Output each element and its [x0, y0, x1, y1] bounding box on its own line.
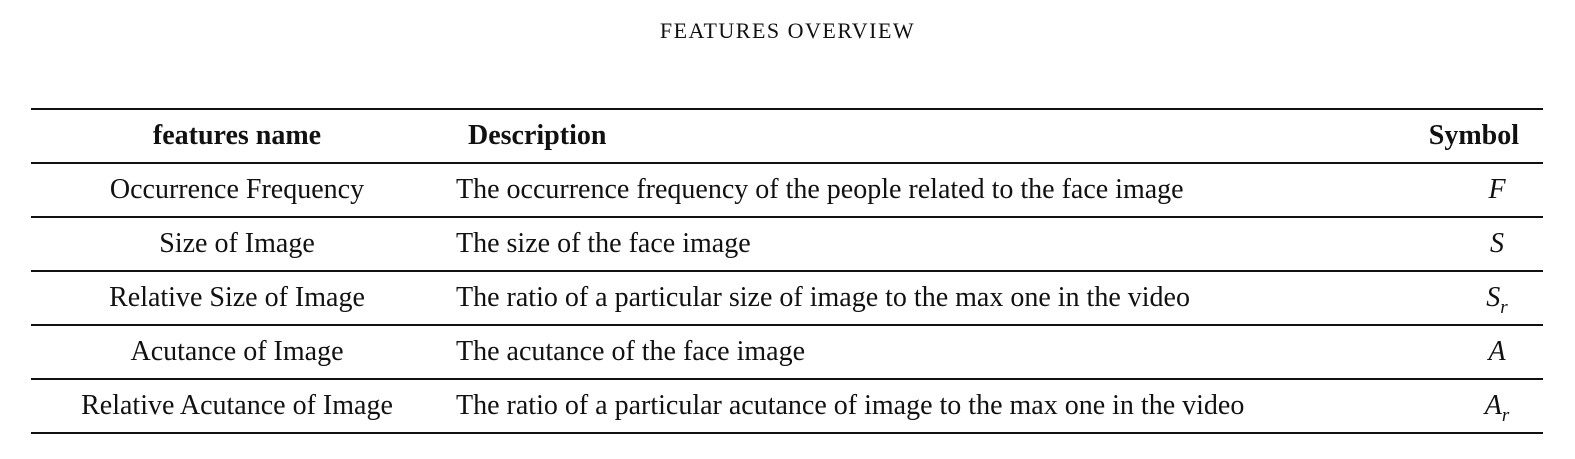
- symbol-subscript: r: [1500, 297, 1508, 318]
- feature-description-cell: The acutance of the face image: [456, 336, 806, 367]
- symbol-subscript: r: [1501, 405, 1510, 426]
- feature-name-cell: Size of Image: [159, 228, 315, 259]
- header-features-name: features name: [152, 120, 322, 151]
- symbol-letter: A: [1484, 390, 1502, 421]
- table-row: [31, 271, 1543, 325]
- feature-name-cell: Relative Acutance of Image: [81, 390, 393, 421]
- table-caption: FEATURES OVERVIEW: [659, 18, 916, 43]
- table-row: [31, 379, 1543, 433]
- feature-symbol-cell: [1413, 217, 1543, 271]
- feature-symbol-cell: [1413, 325, 1543, 379]
- feature-description-cell: The size of the face image: [456, 228, 751, 259]
- feature-name-cell: Relative Size of Image: [109, 282, 365, 313]
- feature-name-cell: Occurrence Frequency: [109, 174, 365, 205]
- table-row: [31, 217, 1543, 271]
- feature-description-cell: The ratio of a particular size of image to the max one in the video: [456, 282, 1190, 313]
- header-description: Description: [468, 120, 607, 151]
- symbol-letter: S: [1486, 282, 1501, 313]
- symbol-letter: F: [1488, 174, 1506, 205]
- feature-symbol-cell: [1413, 163, 1543, 217]
- table-row: [31, 325, 1543, 379]
- header-symbol: Symbol: [1428, 120, 1519, 151]
- symbol-letter: A: [1488, 336, 1506, 367]
- features-table: [31, 108, 1543, 434]
- table-row: [31, 163, 1543, 217]
- feature-name-cell: Acutance of Image: [130, 336, 344, 367]
- feature-symbol-cell: [1413, 379, 1543, 433]
- table-header-row: [31, 109, 1543, 163]
- feature-symbol-cell: [1413, 271, 1543, 325]
- feature-description-cell: The occurrence frequency of the people related to the face image: [456, 174, 1184, 205]
- feature-description-cell: The ratio of a particular acutance of image to the max one in the video: [456, 390, 1245, 421]
- symbol-letter: S: [1490, 228, 1504, 259]
